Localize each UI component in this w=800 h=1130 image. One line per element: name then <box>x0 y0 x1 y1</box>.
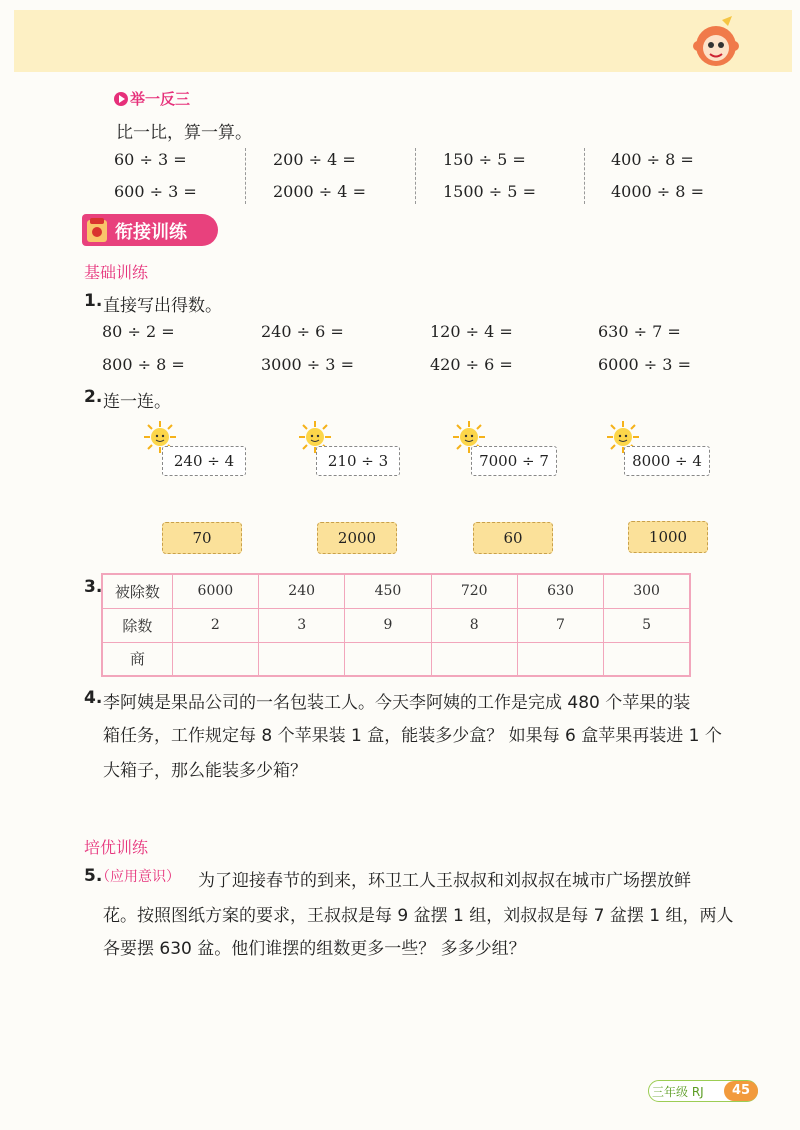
match-expression[interactable]: 210 ÷ 3 <box>316 446 400 476</box>
column-divider <box>415 148 416 204</box>
expr: 60 ÷ 3 = <box>114 150 187 169</box>
section-label-juyi: 举一反三 <box>114 88 190 109</box>
table-cell: 300 <box>604 574 690 608</box>
table-cell: 450 <box>345 574 431 608</box>
row-label: 被除数 <box>102 574 172 608</box>
question-2-text: 连一连。 <box>103 392 171 412</box>
answer-cell[interactable] <box>517 642 603 676</box>
expr: 4000 ÷ 8 = <box>611 182 704 201</box>
match-expression[interactable]: 240 ÷ 4 <box>162 446 246 476</box>
table-cell: 9 <box>345 608 431 642</box>
top-header-bar <box>14 10 792 72</box>
expr: 420 ÷ 6 = <box>430 355 513 374</box>
question-number: 1. <box>84 291 103 311</box>
question-number: 5. <box>84 866 103 886</box>
banner-title: 衔接训练 <box>115 222 187 243</box>
table-cell: 240 <box>259 574 345 608</box>
table-cell: 7 <box>517 608 603 642</box>
advanced-heading: 培优训练 <box>84 838 149 857</box>
expr: 1500 ÷ 5 = <box>443 182 536 201</box>
expr: 120 ÷ 4 = <box>430 322 513 341</box>
table-cell: 3 <box>259 608 345 642</box>
expr: 6000 ÷ 3 = <box>598 355 691 374</box>
expr: 240 ÷ 6 = <box>261 322 344 341</box>
grade-label: 三年级 RJ <box>652 1085 704 1099</box>
expr: 400 ÷ 8 = <box>611 150 694 169</box>
expr: 200 ÷ 4 = <box>273 150 356 169</box>
question-number: 4. <box>84 688 103 708</box>
table-row <box>102 608 690 642</box>
answer-cell[interactable] <box>604 642 690 676</box>
question-number: 3. <box>84 577 103 597</box>
table-cell: 720 <box>431 574 517 608</box>
application-tag: （应用意识） <box>96 869 180 885</box>
division-table <box>101 573 691 677</box>
book-icon <box>84 216 110 244</box>
question-4-line: 李阿姨是果品公司的一名包装工人。今天李阿姨的工作是完成 480 个苹果的装 <box>103 693 691 713</box>
question-5-line: 各要摆 630 盆。他们谁摆的组数更多一些？ 多多少组？ <box>103 939 526 959</box>
question-1-text: 直接写出得数。 <box>103 296 222 316</box>
basic-heading: 基础训练 <box>84 263 149 282</box>
answer-cell[interactable] <box>259 642 345 676</box>
table-row <box>102 574 690 608</box>
row-label: 商 <box>102 642 172 676</box>
match-answer[interactable]: 2000 <box>317 522 397 554</box>
page-number: 45 <box>724 1081 758 1101</box>
table-row <box>102 642 690 676</box>
match-answer[interactable]: 1000 <box>628 521 708 553</box>
match-answer[interactable]: 60 <box>473 522 553 554</box>
question-4-line: 大箱子，那么能装多少箱？ <box>103 761 307 781</box>
expr: 80 ÷ 2 = <box>102 322 175 341</box>
expr: 600 ÷ 3 = <box>114 182 197 201</box>
table-cell: 5 <box>604 608 690 642</box>
answer-cell[interactable] <box>172 642 258 676</box>
play-icon <box>114 92 128 106</box>
question-5-line: 花。按照图纸方案的要求，王叔叔是每 9 盆摆 1 组，刘叔叔是每 7 盆摆 1 组，两人 <box>103 906 734 926</box>
question-number: 2. <box>84 387 103 407</box>
match-expression[interactable]: 7000 ÷ 7 <box>471 446 557 476</box>
expr: 2000 ÷ 4 = <box>273 182 366 201</box>
question-5-line: 为了迎接春节的到来，环卫工人王叔叔和刘叔叔在城市广场摆放鲜 <box>198 871 691 891</box>
table-cell: 630 <box>517 574 603 608</box>
question-4-line: 箱任务，工作规定每 8 个苹果装 1 盒，能装多少盒？ 如果每 6 盒苹果再装进 1 个 <box>103 726 722 746</box>
match-expression[interactable]: 8000 ÷ 4 <box>624 446 710 476</box>
table-cell: 8 <box>431 608 517 642</box>
table-cell: 2 <box>172 608 258 642</box>
column-divider <box>245 148 246 204</box>
row-label: 除数 <box>102 608 172 642</box>
expr: 150 ÷ 5 = <box>443 150 526 169</box>
match-answer[interactable]: 70 <box>162 522 242 554</box>
expr: 3000 ÷ 3 = <box>261 355 354 374</box>
answer-cell[interactable] <box>431 642 517 676</box>
expr: 630 ÷ 7 = <box>598 322 681 341</box>
table-cell: 6000 <box>172 574 258 608</box>
answer-cell[interactable] <box>345 642 431 676</box>
section-a-instruction: 比一比，算一算。 <box>116 123 252 143</box>
monkey-mascot-icon <box>692 14 740 72</box>
expr: 800 ÷ 8 = <box>102 355 185 374</box>
column-divider <box>584 148 585 204</box>
